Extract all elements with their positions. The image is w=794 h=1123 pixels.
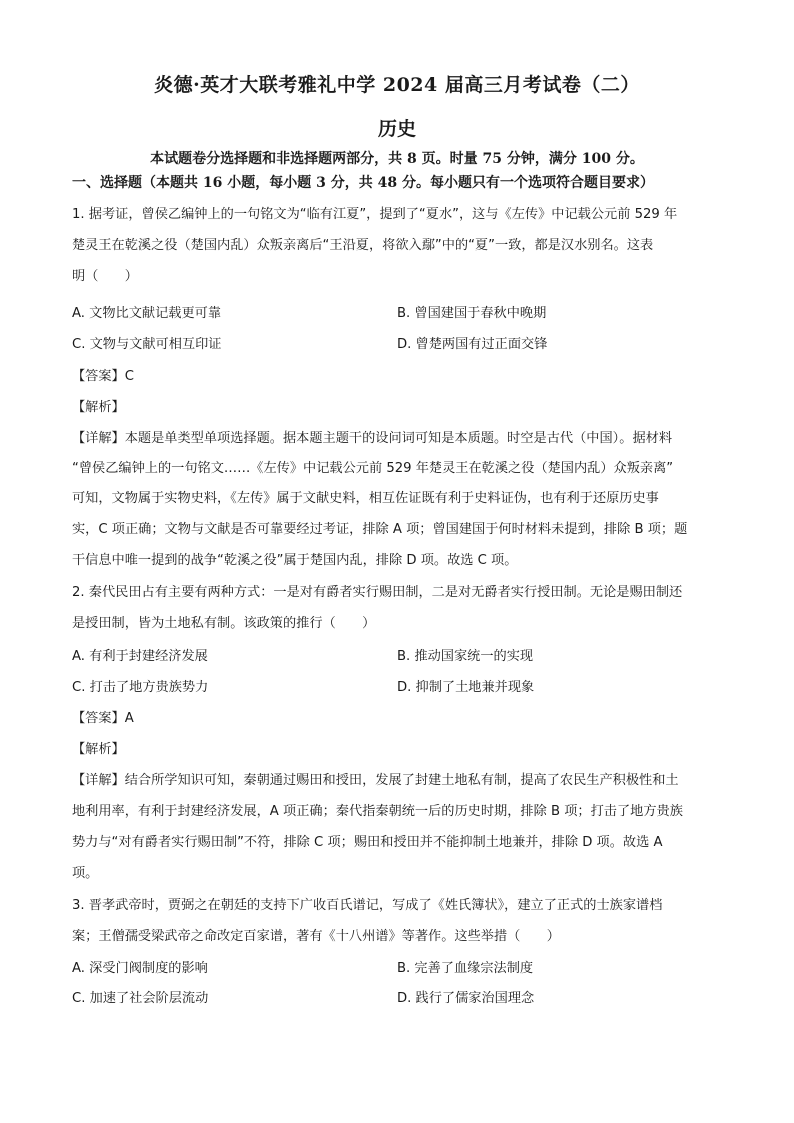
- subject-title: 历史: [377, 118, 416, 140]
- q1-detail-line: 【详解】本题是单类型单项选择题。据本题主题干的设问词可知是本质题。时空是古代（中国）。据材料: [72, 431, 673, 446]
- q3-stem-line: 3. 晋孝武帝时，贾弼之在朝廷的支持下广收百氏谱记，写成了《姓氏簿状》，建立了正式的士族家谱档: [72, 898, 663, 913]
- q2-option-d: D. 抑制了土地兼并现象: [397, 680, 535, 695]
- q2-stem-line: 是授田制，皆为土地私有制。该政策的推行（ ）: [72, 616, 376, 631]
- page-title: 炎德·英才大联考雅礼中学 2024 届高三月考试卷（二）: [154, 74, 640, 96]
- q1-stem-line: 明（ ）: [72, 269, 138, 284]
- q1-stem-line: 1. 据考证，曾侯乙编钟上的一句铭文为“临有江夏”，提到了“夏水”，这与《左传》中记载公元前 529 年: [72, 207, 678, 222]
- q1-stem-line: 楚灵王在乾溪之役（楚国内乱）众叛亲离后“王沿夏，将欲入鄢”中的“夏”一致，都是汉水别名。这表: [72, 238, 654, 253]
- q2-option-a: A. 有利于封建经济发展: [72, 649, 208, 664]
- q2-analysis-label: 【解析】: [72, 742, 125, 757]
- q3-option-a: A. 深受门阀制度的影响: [72, 961, 208, 976]
- q2-answer: 【答案】A: [72, 711, 134, 726]
- q1-option-a: A. 文物比文献记载更可靠: [72, 306, 222, 321]
- q1-detail-line: 可知，文物属于实物史料，《左传》属于文献史料，相互佐证既有利于史料证伪，也有利于还原历史事: [72, 491, 659, 506]
- q1-option-b: B. 曾国建国于春秋中晚期: [397, 306, 547, 321]
- q1-option-c: C. 文物与文献可相互印证: [72, 337, 222, 352]
- q2-detail-line: 【详解】结合所学知识可知，秦朝通过赐田和授田，发展了封建土地私有制，提高了农民生产积极性和土: [72, 773, 679, 788]
- q1-option-d: D. 曾楚两国有过正面交锋: [397, 337, 548, 352]
- section-heading: 一、选择题（本题共 16 小题，每小题 3 分，共 48 分。每小题只有一个选项符合题目要求）: [72, 175, 654, 191]
- q1-answer: 【答案】C: [72, 369, 134, 384]
- exam-note: 本试题卷分选择题和非选择题两部分，共 8 页。时量 75 分钟，满分 100 分。: [150, 151, 644, 167]
- q2-detail-line: 势力与“对有爵者实行赐田制”不符，排除 C 项；赐田和授田并不能抑制土地兼并，排除 D 项。故选 A: [72, 835, 663, 850]
- q3-option-c: C. 加速了社会阶层流动: [72, 991, 209, 1006]
- q2-option-c: C. 打击了地方贵族势力: [72, 680, 209, 695]
- q2-option-b: B. 推动国家统一的实现: [397, 649, 534, 664]
- q1-analysis-label: 【解析】: [72, 400, 125, 415]
- q3-stem-line: 案；王僧孺受梁武帝之命改定百家谱，著有《十八州谱》等著作。这些举措（ ）: [72, 929, 560, 944]
- q1-detail-line: “曾侯乙编钟上的一句铭文……《左传》中记载公元前 529 年楚灵王在乾溪之役（楚国内乱）众叛亲离”: [72, 461, 674, 476]
- q3-option-d: D. 践行了儒家治国理念: [397, 991, 535, 1006]
- q2-stem-line: 2. 秦代民田占有主要有两种方式：一是对有爵者实行赐田制，二是对无爵者实行授田制。无论是赐田制还: [72, 585, 683, 600]
- q2-detail-line: 项。: [72, 866, 99, 881]
- q3-option-b: B. 完善了血缘宗法制度: [397, 961, 534, 976]
- q1-detail-line: 实，C 项正确；文物与文献是否可靠要经过考证，排除 A 项；曾国建国于何时材料未提到，排除 B 项；题: [72, 522, 688, 537]
- q1-detail-line: 干信息中唯一提到的战争“乾溪之役”属于楚国内乱，排除 D 项。故选 C 项。: [72, 553, 518, 568]
- q2-detail-line: 地利用率，有利于封建经济发展，A 项正确；秦代指秦朝统一后的历史时期，排除 B 项；打击了地方贵族: [72, 804, 683, 819]
